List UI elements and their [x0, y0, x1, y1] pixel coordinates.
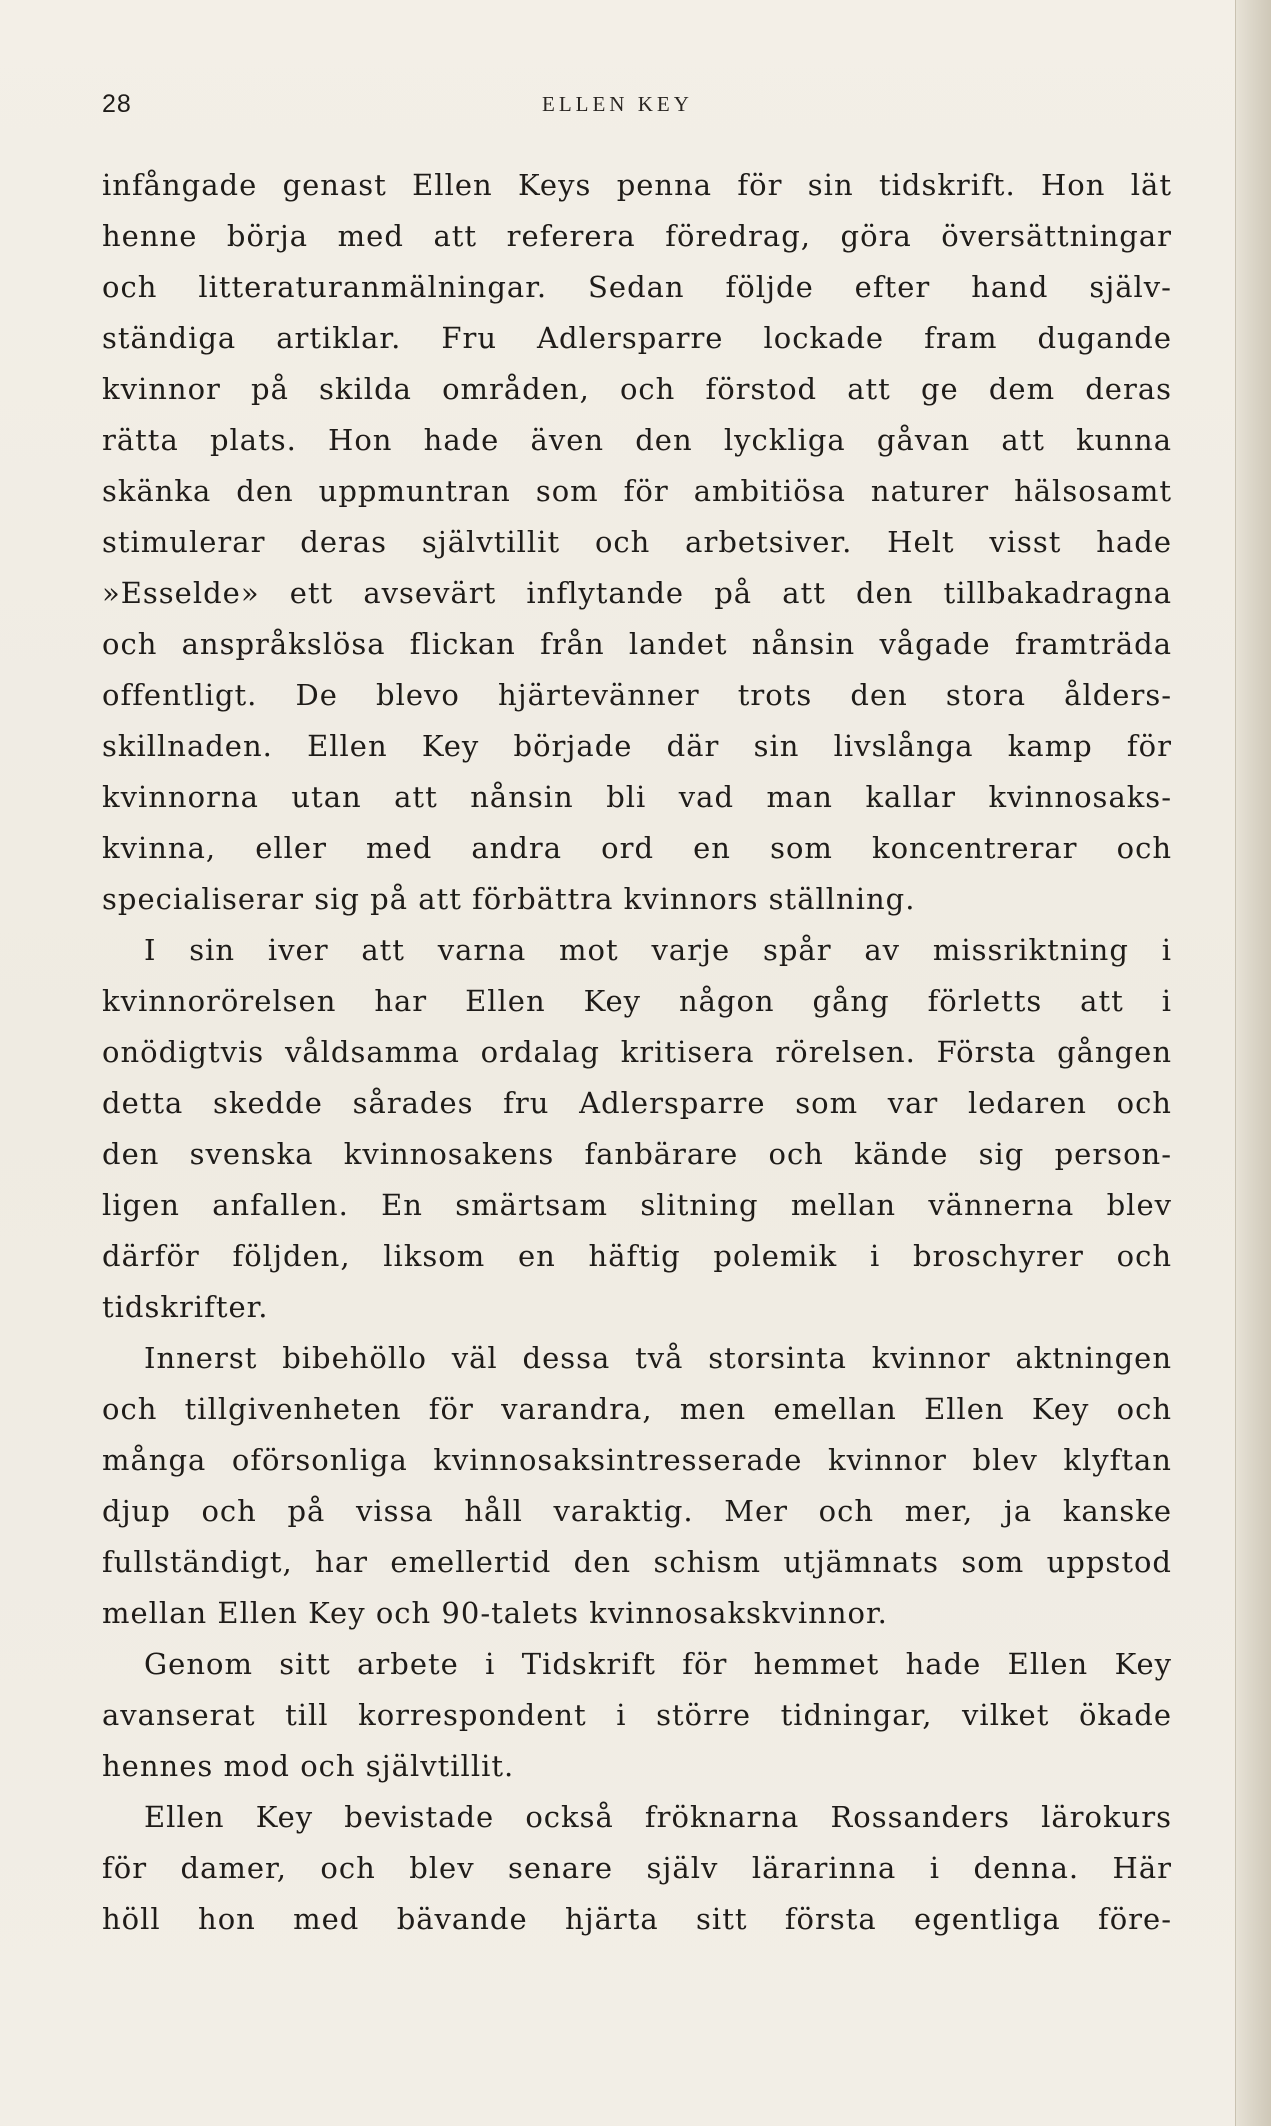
text-line: »Esselde» ett avsevärt inflytande på att den tillbakadragna — [102, 576, 1172, 610]
text-line: hennes mod och självtillit. — [102, 1749, 515, 1783]
text-line: fullständigt, har emellertid den schism utjämnats som uppstod — [102, 1545, 1172, 1579]
text-line: mellan Ellen Key och 90-talets kvinnosakskvinnor. — [102, 1596, 888, 1630]
text-line: kvinnorörelsen har Ellen Key någon gång förletts att i — [102, 984, 1172, 1018]
text-line: höll hon med bävande hjärta sitt första egentliga före- — [102, 1902, 1172, 1936]
text-line: därför följden, liksom en häftig polemik i broschyrer och — [102, 1239, 1172, 1273]
text-line: henne börja med att referera föredrag, göra översättningar — [102, 219, 1172, 253]
text-line: skänka den uppmuntran som för ambitiösa naturer hälsosamt — [102, 474, 1172, 508]
text-line: onödigtvis våldsamma ordalag kritisera rörelsen. Första gången — [102, 1035, 1172, 1069]
text-line: I sin iver att varna mot varje spår av missriktning i — [144, 933, 1172, 967]
running-title: ELLEN KEY — [542, 92, 693, 116]
running-head — [102, 90, 1172, 130]
text-line: för damer, och blev senare själv lärarinna i denna. Här — [102, 1851, 1172, 1885]
text-line: avanserat till korrespondent i större tidningar, vilket ökade — [102, 1698, 1172, 1732]
page-edge — [1235, 0, 1271, 2126]
text-line: stimulerar deras självtillit och arbetsiver. Helt visst hade — [102, 525, 1172, 559]
text-line: tidskrifter. — [102, 1290, 269, 1324]
text-line: och tillgivenheten för varandra, men emellan Ellen Key och — [102, 1392, 1172, 1426]
text-line: kvinna, eller med andra ord en som koncentrerar och — [102, 831, 1172, 865]
body-text — [102, 160, 1172, 1945]
text-line: Innerst bibehöllo väl dessa två storsinta kvinnor aktningen — [144, 1341, 1172, 1375]
page-number: 28 — [102, 90, 132, 118]
text-line: kvinnor på skilda områden, och förstod att ge dem deras — [102, 372, 1172, 406]
text-line: och litteraturanmälningar. Sedan följde efter hand själv- — [102, 270, 1172, 304]
text-line: djup och på vissa håll varaktig. Mer och mer, ja kanske — [102, 1494, 1172, 1528]
text-line: den svenska kvinnosakens fanbärare och kände sig person- — [102, 1137, 1172, 1171]
text-line: Ellen Key bevistade också fröknarna Rossanders lärokurs — [144, 1800, 1172, 1834]
text-line: Genom sitt arbete i Tidskrift för hemmet hade Ellen Key — [144, 1647, 1172, 1681]
text-line: specialiserar sig på att förbättra kvinnors ställning. — [102, 882, 916, 916]
text-line: och anspråkslösa flickan från landet nånsin vågade framträda — [102, 627, 1172, 661]
text-line: offentligt. De blevo hjärtevänner trots den stora ålders- — [102, 678, 1172, 712]
text-line: rätta plats. Hon hade även den lyckliga gåvan att kunna — [102, 423, 1172, 457]
text-line: infångade genast Ellen Keys penna för sin tidskrift. Hon lät — [102, 168, 1172, 202]
text-line: detta skedde sårades fru Adlersparre som var ledaren och — [102, 1086, 1172, 1120]
text-line: ligen anfallen. En smärtsam slitning mellan vännerna blev — [102, 1188, 1172, 1222]
text-line: skillnaden. Ellen Key började där sin livslånga kamp för — [102, 729, 1172, 763]
text-line: kvinnorna utan att nånsin bli vad man kallar kvinnosaks- — [102, 780, 1172, 814]
text-line: många oförsonliga kvinnosaksintresserade kvinnor blev klyftan — [102, 1443, 1172, 1477]
text-line: ständiga artiklar. Fru Adlersparre lockade fram dugande — [102, 321, 1172, 355]
